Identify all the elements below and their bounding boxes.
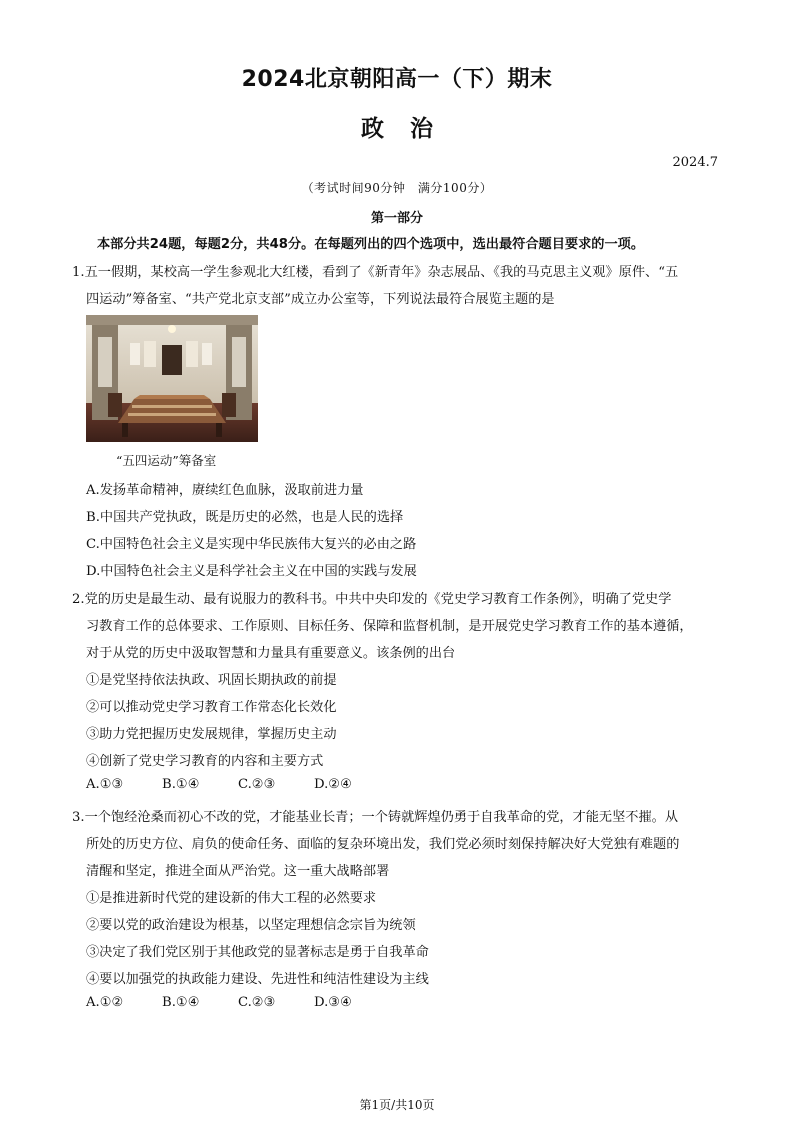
q3-stem-line-2: 所处的历史方位、肩负的使命任务、面临的复杂环境出发，我们党必须时刻保持解决好大党独有难题的	[86, 837, 680, 852]
q2-stem-line-1: 2.党的历史是最生动、最有说服力的教科书。中共中央印发的《党史学习教育工作条例》，明确了党史学	[72, 592, 672, 607]
section-title: 第一部分	[370, 211, 423, 226]
q1-option-d[interactable]: D.中国特色社会主义是科学社会主义在中国的实践与发展	[86, 564, 417, 579]
q3-stem-line-1: 3.一个饱经沧桑而初心不改的党，才能基业长青；一个铸就辉煌仍勇于自我革命的党，才能无坚不摧。从	[72, 810, 679, 825]
q2-choice-d[interactable]: D.②④	[314, 777, 352, 792]
q3-statement-2: ②要以党的政治建设为根基，以坚定理想信念宗旨为统领	[86, 918, 416, 933]
q2-statement-3: ③助力党把握历史发展规律，掌握历史主动	[86, 727, 337, 742]
q2-choice-c[interactable]: C.②③	[238, 777, 276, 792]
exam-info: （考试时间90分钟 满分100分）	[301, 181, 493, 195]
exam-title: 2024北京朝阳高一（下）期末	[241, 67, 553, 92]
section-intro: 本部分共24题，每题2分，共48分。在每题列出的四个选项中，选出最符合题目要求的一项。	[97, 237, 645, 252]
q3-choice-a[interactable]: A.①②	[86, 995, 124, 1010]
q2-choices	[86, 777, 390, 792]
q1-exhibition-photo	[86, 315, 258, 442]
q1-option-b[interactable]: B.中国共产党执政，既是历史的必然，也是人民的选择	[86, 510, 404, 525]
exam-date: 2024.7	[672, 155, 718, 170]
q1-option-c[interactable]: C.中国特色社会主义是实现中华民族伟大复兴的必由之路	[86, 537, 417, 552]
q1-photo-caption: “五四运动”筹备室	[116, 453, 217, 468]
q3-choices	[86, 995, 390, 1010]
q2-statement-4: ④创新了党史学习教育的内容和主要方式	[86, 754, 324, 769]
q2-stem-line-3: 对于从党的历史中汲取智慧和力量具有重要意义。该条例的出台	[86, 646, 456, 661]
q3-statement-3: ③决定了我们党区别于其他政党的显著标志是勇于自我革命	[86, 945, 429, 960]
q3-choice-c[interactable]: C.②③	[238, 995, 276, 1010]
q2-statement-2: ②可以推动党史学习教育工作常态化长效化	[86, 700, 337, 715]
q3-choice-b[interactable]: B.①④	[162, 995, 200, 1010]
q2-choice-a[interactable]: A.①③	[86, 777, 124, 792]
q3-choice-d[interactable]: D.③④	[314, 995, 352, 1010]
q2-choice-b[interactable]: B.①④	[162, 777, 200, 792]
q2-stem-line-2: 习教育工作的总体要求、工作原则、目标任务、保障和监督机制，是开展党史学习教育工作的基本遵循，	[86, 619, 693, 634]
q3-statement-1: ①是推进新时代党的建设新的伟大工程的必然要求	[86, 891, 377, 906]
q2-statement-1: ①是党坚持依法执政、巩固长期执政的前提	[86, 673, 337, 688]
page-number: 第1页/共10页	[359, 1098, 435, 1112]
q3-statement-4: ④要以加强党的执政能力建设、先进性和纯洁性建设为主线	[86, 972, 429, 987]
q3-stem-line-3: 清醒和坚定，推进全面从严治党。这一重大战略部署	[86, 864, 390, 879]
q1-stem-line-2: 四运动”筹备室、“共产党北京支部”成立办公室等，下列说法最符合展览主题的是	[86, 292, 555, 307]
q1-stem-line-1: 1.五一假期，某校高一学生参观北大红楼，看到了《新青年》杂志展品、《我的马克思主义观》原件、“五	[72, 265, 679, 280]
q1-option-a[interactable]: A.发扬革命精神，赓续红色血脉，汲取前进力量	[86, 483, 364, 498]
exam-subject: 政治	[361, 116, 459, 142]
